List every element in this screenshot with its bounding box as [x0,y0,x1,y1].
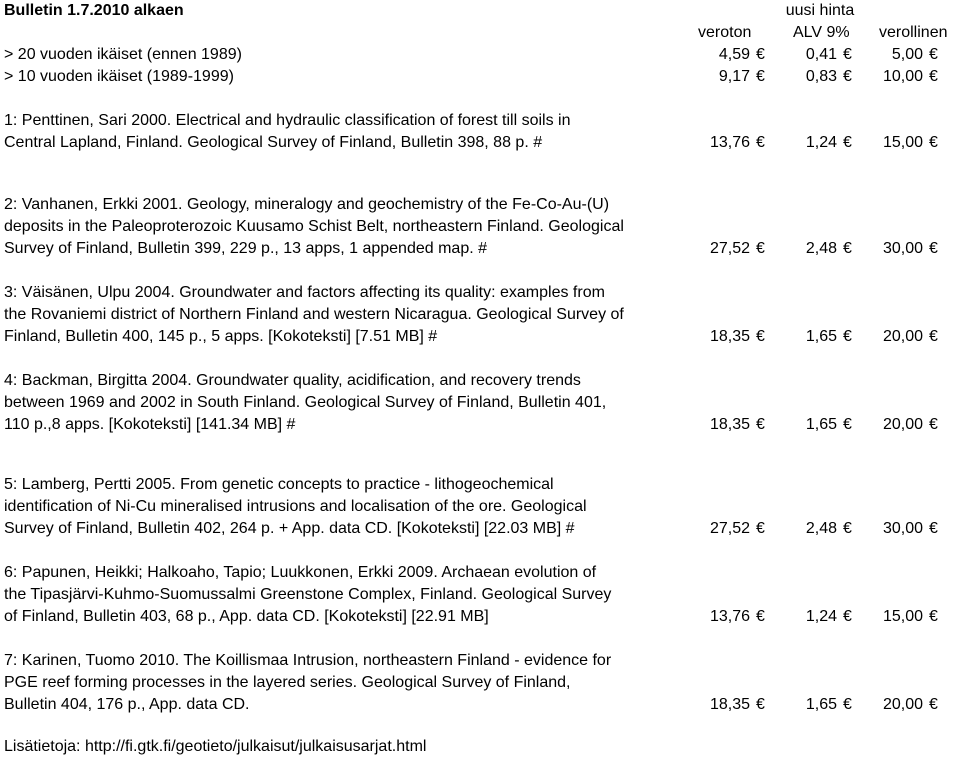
price-value: 9,17 [718,68,750,85]
price-vat [787,328,857,346]
euro-sign: € [843,608,852,625]
bulletin-line: 5: Lamberg, Pertti 2005. From genetic concepts to practice - lithogeochemical [4,476,554,493]
euro-sign: € [756,520,765,537]
price-value: 27,52 [709,240,750,257]
euro-sign: € [756,416,765,433]
bulletin-line: 2: Vanhanen, Erkki 2001. Geology, mineralogy and geochemistry of the Fe-Co-Au-(U) [4,196,610,213]
price-value: 5,00 [891,46,923,63]
euro-sign: € [929,608,938,625]
euro-sign: € [929,46,938,63]
price-value: 18,35 [709,328,750,345]
price-net [700,696,770,714]
price-value: 13,76 [709,608,750,625]
price-net [700,134,770,152]
price-vat [787,608,857,626]
price-vat [787,416,857,434]
euro-sign: € [843,68,852,85]
price-value: 1,65 [805,416,837,433]
price-vat [787,520,857,538]
price-value: 15,00 [882,608,923,625]
euro-sign: € [929,240,938,257]
price-value: 30,00 [882,520,923,537]
euro-sign: € [756,696,765,713]
price-value: 27,52 [709,520,750,537]
price-value: 2,48 [805,520,837,537]
price-gross [873,520,943,538]
footer-link[interactable]: http://fi.gtk.fi/geotieto/julkaisut/julkaisusarjat.html [84,738,427,755]
euro-sign: € [929,68,938,85]
column-header-vat: ALV 9% [793,24,850,41]
bulletin-line: 6: Papunen, Heikki; Halkoaho, Tapio; Luukkonen, Erkki 2009. Archaean evolution of [4,564,597,581]
bulletin-line: Survey of Finland, Bulletin 402, 264 p. + App. data CD. [Kokoteksti] [22.03 MB] # [4,520,575,537]
price-value: 20,00 [882,328,923,345]
price-gross [873,416,943,434]
price-net [700,520,770,538]
price-net [700,46,770,64]
bulletin-line: the Tipasjärvi-Kuhmo-Suomussalmi Greenstone Complex, Finland. Geological Survey [4,586,612,603]
price-vat [787,134,857,152]
price-value: 20,00 [882,416,923,433]
price-gross [873,328,943,346]
euro-sign: € [756,240,765,257]
price-value: 13,76 [709,134,750,151]
euro-sign: € [756,68,765,85]
euro-sign: € [843,416,852,433]
footer-label: Lisätietoja: [4,738,81,755]
price-value: 1,65 [805,328,837,345]
price-value: 30,00 [882,240,923,257]
bulletin-line: between 1969 and 2002 in South Finland. Geological Survey of Finland, Bulletin 401, [4,394,607,411]
bulletin-line: 4: Backman, Birgitta 2004. Groundwater quality, acidification, and recovery trends [4,372,581,389]
price-value: 0,41 [805,46,837,63]
price-value: 15,00 [882,134,923,151]
euro-sign: € [843,520,852,537]
age-row-label: > 20 vuoden ikäiset (ennen 1989) [4,46,242,63]
price-gross [873,240,943,258]
price-value: 1,24 [805,608,837,625]
price-gross [873,46,943,64]
column-header-gross: verollinen [879,24,948,41]
price-vat [787,696,857,714]
euro-sign: € [929,416,938,433]
price-gross [873,608,943,626]
bulletin-line: 3: Väisänen, Ulpu 2004. Groundwater and factors affecting its quality: examples from [4,284,605,301]
age-row-label: > 10 vuoden ikäiset (1989-1999) [4,68,234,85]
price-value: 1,24 [805,134,837,151]
price-value: 20,00 [882,696,923,713]
price-value: 18,35 [709,416,750,433]
bulletin-line: Survey of Finland, Bulletin 399, 229 p., 13 apps, 1 appended map. # [4,240,487,257]
euro-sign: € [929,696,938,713]
price-gross [873,68,943,86]
price-value: 10,00 [882,68,923,85]
bulletin-line: 110 p.,8 apps. [Kokoteksti] [141.34 MB] # [4,416,296,433]
price-net [700,608,770,626]
euro-sign: € [843,240,852,257]
price-net [700,240,770,258]
price-vat [787,240,857,258]
euro-sign: € [756,608,765,625]
bulletin-line: 7: Karinen, Tuomo 2010. The Koillismaa Intrusion, northeastern Finland - evidence for [4,652,612,669]
euro-sign: € [929,134,938,151]
bulletin-line: Bulletin 404, 176 p., App. data CD. [4,696,250,713]
price-gross [873,696,943,714]
bulletin-line: Finland, Bulletin 400, 145 p., 5 apps. [Kokoteksti] [7.51 MB] # [4,328,438,345]
bulletin-line: 1: Penttinen, Sari 2000. Electrical and hydraulic classification of forest till soils in [4,112,571,129]
price-net [700,416,770,434]
price-vat [787,68,857,86]
column-header-net: veroton [698,24,752,41]
euro-sign: € [843,696,852,713]
price-value: 2,48 [805,240,837,257]
price-net [700,68,770,86]
bulletin-line: of Finland, Bulletin 403, 68 p., App. data CD. [Kokoteksti] [22.91 MB] [4,608,489,625]
euro-sign: € [756,134,765,151]
euro-sign: € [756,328,765,345]
bulletin-line: Central Lapland, Finland. Geological Survey of Finland, Bulletin 398, 88 p. # [4,134,543,151]
page-title: Bulletin 1.7.2010 alkaen [4,2,184,19]
new-price-header: uusi hinta [785,2,855,19]
price-value: 0,83 [805,68,837,85]
price-value: 4,59 [718,46,750,63]
euro-sign: € [843,134,852,151]
price-net [700,328,770,346]
price-gross [873,134,943,152]
price-vat [787,46,857,64]
bulletin-line: identification of Ni-Cu mineralised intrusions and localisation of the ore. Geological [4,498,587,515]
price-value: 18,35 [709,696,750,713]
euro-sign: € [756,46,765,63]
euro-sign: € [843,46,852,63]
footer [4,738,426,756]
bulletin-line: PGE reef forming processes in the layered series. Geological Survey of Finland, [4,674,571,691]
euro-sign: € [843,328,852,345]
euro-sign: € [929,520,938,537]
bulletin-line: the Rovaniemi district of Northern Finland and western Nicaragua. Geological Survey of [4,306,624,323]
bulletin-line: deposits in the Paleoproterozoic Kuusamo Schist Belt, northeastern Finland. Geological [4,218,624,235]
price-value: 1,65 [805,696,837,713]
euro-sign: € [929,328,938,345]
